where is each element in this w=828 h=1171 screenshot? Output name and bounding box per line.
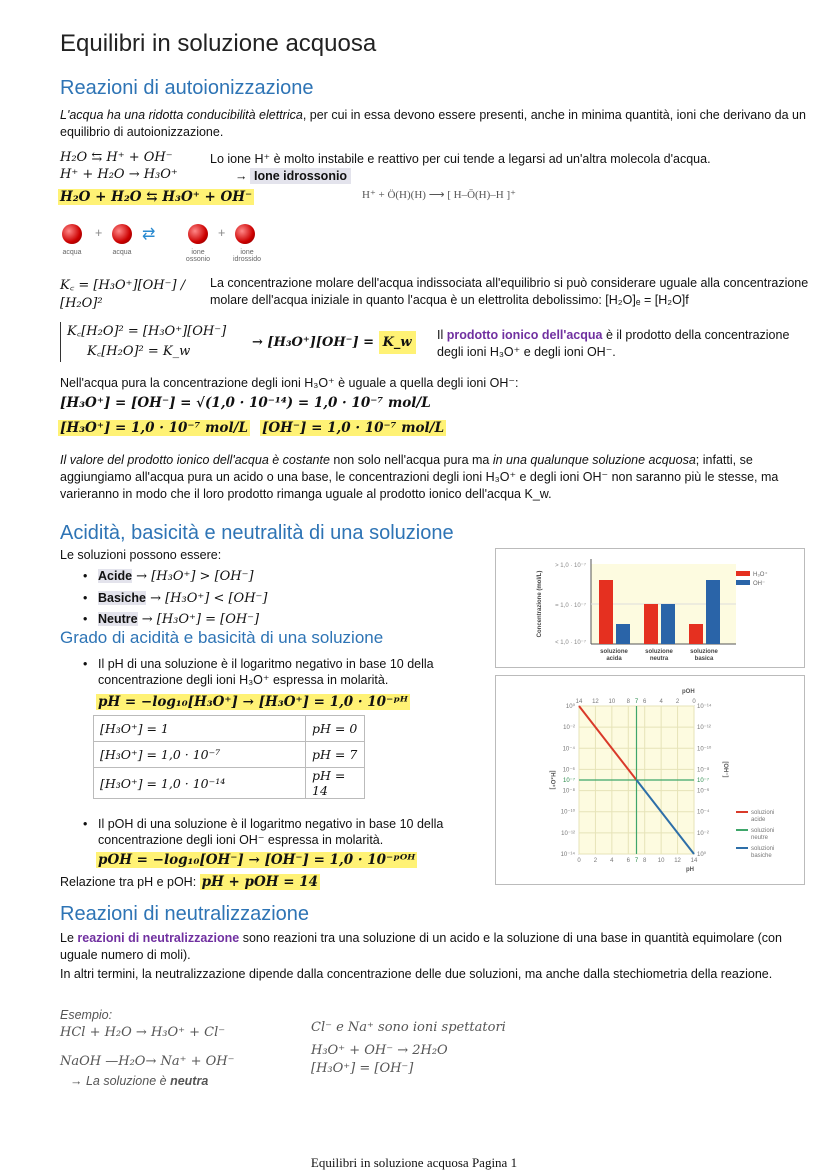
x2-tick-label: 4 — [659, 699, 663, 705]
molecules-illustration — [60, 222, 270, 270]
list-item-neutre: • Neutre → [H₃O⁺] = [OH⁻] — [98, 612, 259, 627]
plus-icon: + — [95, 226, 103, 240]
x-tick-label: 6 — [626, 858, 630, 864]
x-tick-label: neutra — [649, 656, 669, 662]
bar-OH⁻ — [661, 604, 675, 644]
legend-label: soluzioni — [751, 810, 775, 816]
arrow: → — [235, 169, 248, 183]
system-line-2: K꜀[H₂O]² = K_w — [87, 344, 191, 359]
x-tick-label: soluzione — [600, 649, 628, 655]
page-title: Equilibri in soluzione acquosa — [60, 30, 377, 57]
equation-3: H₂O + H₂O ⇆ H₃O⁺ + OH⁻ — [60, 189, 253, 205]
bar-OH⁻ — [616, 624, 630, 644]
neutralization-paragraph-1: Le reazioni di neutralizzazione sono reazioni tra una soluzione di un acido e la soluzione di una base in quantità equimolare (con uguale numero di moli). — [60, 931, 782, 962]
page-footer: Equilibri in soluzione acquosa Pagina 1 — [310, 1155, 518, 1170]
x-axis-label: pH — [686, 867, 694, 873]
legend-label: H₃O⁺ — [753, 572, 768, 578]
section-heading-autoionizzazione: Reazioni di autoionizzazione — [60, 77, 314, 99]
y-tick-label: 10⁻⁴ — [562, 746, 575, 753]
bar-OH⁻ — [706, 580, 720, 644]
concentration-values-row — [58, 420, 446, 436]
x-tick-label: 10 — [657, 858, 665, 864]
y2-tick-label: 10⁻⁶ — [697, 788, 710, 795]
concentration-bar-chart — [495, 548, 805, 668]
example-eq-2: NaOH —H₂O→ Na⁺ + OH⁻ — [60, 1054, 235, 1069]
y2-tick-label: 10⁻¹⁰ — [697, 746, 712, 753]
intro-rest: , per cui in essa devono essere presenti, anche in minima quantità, ioni che derivano da un equilibrio di autoionizzazione. — [60, 108, 806, 139]
y-axis-label: [H₃O⁺] — [549, 770, 555, 790]
x-tick-label: basica — [694, 656, 714, 662]
x2-tick-label: 8 — [626, 699, 630, 705]
poh-equation: pOH = −log₁₀[OH⁻] → [OH⁻] = 1,0 · 10⁻ᵖᴼᴴ — [98, 852, 416, 868]
y2-tick-label: 10⁰ — [697, 852, 707, 858]
intro-paragraph — [60, 107, 810, 141]
subheading-grado: Grado di acidità e basicità di una soluzione — [60, 628, 384, 647]
kc-equation: K꜀ = [H₃O⁺][OH⁻] / [H₂O]² — [60, 278, 186, 311]
legend-swatch — [736, 580, 750, 585]
pure-water-equation: [H₃O⁺] = [OH⁻] = √(1,0 · 10⁻¹⁴) = 1,0 · 10⁻⁷ mol/L — [60, 395, 431, 411]
hydronium-molecule-icon — [188, 224, 208, 244]
equilibrium-arrows-icon: ⇄ — [142, 226, 156, 243]
y2-tick-label: 10⁻⁴ — [697, 809, 710, 816]
kw-result — [252, 335, 416, 350]
note-h-ion: Lo ione H⁺ è molto instabile e reattivo per cui tende a legarsi ad un'altra molecola d'acqua. — [210, 152, 711, 166]
y-tick-label: 10⁰ — [565, 704, 575, 710]
x2-tick-label: 7 — [634, 699, 639, 705]
y-tick-label: 10⁻¹² — [561, 830, 575, 837]
x2-tick-label: 0 — [692, 699, 696, 705]
kw-result-eq: → [H₃O⁺][OH⁻] = — [252, 335, 379, 350]
neutralization-eq: H₃O⁺ + OH⁻ → 2H₂O — [311, 1043, 448, 1058]
legend-swatch — [736, 571, 750, 576]
kw-constant-paragraph: Il valore del prodotto ionico dell'acqua è costante non solo nell'acqua pura ma in una qualunque soluzione acquosa; infatti, se aggiungiamo all'acqua pura un acido o una base, le concentrazioni degli ioni H₃O⁺ e degli ioni OH⁻ non saranno più le stesse, ma varieranno in modo che il loro prodotto rimanga uguale al prodotto ionico dell'acqua K_w. — [60, 453, 779, 501]
bar-H₃O⁺ — [599, 580, 613, 644]
x-tick-label: soluzione — [645, 649, 673, 655]
water-molecule-icon — [112, 224, 132, 244]
x2-axis-label: pOH — [682, 689, 695, 695]
example-label: Esempio: — [60, 1008, 113, 1022]
label-acqua: acqua — [112, 249, 132, 256]
x2-tick-label: 6 — [643, 699, 647, 705]
x-tick-label: 7 — [634, 858, 639, 864]
example-conclusion: → La soluzione è neutra — [70, 1074, 209, 1088]
x-tick-label: 12 — [674, 858, 681, 864]
oh-value: [OH⁻] = 1,0 · 10⁻⁷ mol/L — [262, 420, 445, 436]
ph-poh-relation: Relazione tra pH e pOH: pH + pOH = 14 — [60, 874, 319, 890]
ph-definition: • Il pH di una soluzione è il logaritmo negativo in base 10 della concentrazione degli ioni H₃O⁺ espressa in molarità. — [98, 656, 483, 688]
y-tick-label: 10⁻⁷ — [562, 778, 575, 784]
y2-axis-label: [OH⁻] — [722, 761, 728, 778]
hydronium-structure-diagram: H⁺ + Ö(H)(H) ⟶ [ H–Ō(H)–H ]⁺ — [362, 189, 516, 201]
y-tick-label: 10⁻¹⁴ — [560, 852, 575, 858]
kw-system — [60, 322, 226, 362]
system-line-1: K꜀[H₂O]² = [H₃O⁺][OH⁻] — [67, 324, 227, 339]
label-ione-ossonio: ione ossonio — [185, 249, 211, 263]
legend-label: acide — [751, 817, 766, 823]
example-eq-1: HCl + H₂O → H₃O⁺ + Cl⁻ — [60, 1025, 226, 1040]
poh-definition: • Il pOH di una soluzione è il logaritmo negativo in base 10 della concentrazione degli ioni OH⁻ espressa in molarità. — [98, 816, 483, 848]
x-tick-label: 8 — [643, 858, 647, 864]
equal-concentration-eq: [H₃O⁺] = [OH⁻] — [311, 1061, 414, 1076]
term-reazioni-neutralizzazione: reazioni di neutralizzazione — [77, 931, 240, 945]
list-item-acide: • Acide → [H₃O⁺] > [OH⁻] — [98, 569, 254, 584]
kc-note: La concentrazione molare dell'acqua indissociata all'equilibrio si può considerare uguale alla concentrazione molare dell'acqua iniziale in quanto l'acqua è un elettrolita debolissimo: [H₂O]ₑ = [H₂O]f — [210, 276, 809, 307]
legend-label: basiche — [751, 853, 772, 859]
y-tick-label: 10⁻⁸ — [562, 788, 575, 795]
water-molecule-icon — [62, 224, 82, 244]
kw-note: Il prodotto ionico dell'acqua è il prodotto della concentrazione degli ioni H₃O⁺ e degli ioni OH⁻. — [437, 328, 790, 359]
y2-tick-label: 10⁻² — [697, 830, 709, 837]
y-tick-label: 10⁻² — [563, 725, 575, 732]
pure-water-text: Nell'acqua pura la concentrazione degli ioni H₃O⁺ è uguale a quella degli ioni OH⁻: — [60, 376, 519, 390]
label-acqua: acqua — [62, 249, 82, 256]
y2-tick-label: 10⁻¹⁴ — [697, 704, 712, 710]
spectator-ions-note: Cl⁻ e Na⁺ sono ioni spettatori — [311, 1020, 506, 1035]
y-tick-label: > 1,0 · 10⁻⁷ — [555, 563, 586, 569]
y2-tick-label: 10⁻⁸ — [697, 767, 710, 774]
legend-label: OH⁻ — [753, 581, 766, 587]
equation-1: H₂O ⇆ H⁺ + OH⁻ — [60, 150, 173, 165]
y-tick-label: = 1,0 · 10⁻⁷ — [555, 603, 586, 609]
x-tick-label: acida — [606, 656, 622, 662]
ph-table — [93, 715, 365, 799]
list-item-basiche: • Basiche → [H₃O⁺] < [OH⁻] — [98, 591, 267, 606]
relation-equation: pH + pOH = 14 — [201, 874, 319, 890]
table-row: [H₃O⁺] = 1,0 · 10⁻⁷ pH = 7 — [94, 742, 365, 768]
legend-label: neutre — [751, 835, 769, 841]
term-prodotto-ionico: prodotto ionico dell'acqua — [446, 328, 603, 342]
solutions-intro: Le soluzioni possono essere: — [60, 548, 222, 562]
y-tick-label: < 1,0 · 10⁻⁷ — [555, 639, 586, 646]
hydroxide-molecule-icon — [235, 224, 255, 244]
x2-tick-label: 2 — [675, 699, 680, 705]
section-heading-acidita: Acidità, basicità e neutralità di una soluzione — [60, 522, 454, 544]
x2-tick-label: 14 — [575, 699, 583, 705]
y-tick-label: 10⁻¹⁰ — [560, 809, 575, 816]
bar-H₃O⁺ — [644, 604, 658, 644]
table-row: [H₃O⁺] = 1 pH = 0 — [94, 716, 365, 742]
y2-tick-label: 10⁻⁷ — [697, 778, 710, 784]
neutralization-paragraph-2: In altri termini, la neutralizzazione dipende dalla concentrazione delle due soluzioni, ma anche dalla stechiometria della reazione. — [60, 967, 773, 981]
ione-idrossonio-label: Ione idrossonio — [250, 168, 351, 184]
x-tick-label: 4 — [610, 858, 614, 864]
x-tick-label: soluzione — [690, 649, 718, 655]
bar-H₃O⁺ — [689, 624, 703, 644]
kw-highlight: K_w — [379, 331, 416, 354]
x-tick-label: 2 — [593, 858, 598, 864]
legend-label: soluzioni — [751, 846, 775, 852]
equation-2: H⁺ + H₂O → H₃O⁺ — [60, 167, 178, 182]
legend-label: soluzioni — [751, 828, 775, 834]
x-tick-label: 14 — [690, 858, 698, 864]
ph-line-chart — [495, 675, 805, 885]
x-tick-label: 0 — [577, 858, 581, 864]
section-heading-neutralizzazione: Reazioni di neutralizzazione — [60, 903, 310, 925]
plus-icon: + — [218, 226, 226, 240]
x2-tick-label: 12 — [592, 699, 599, 705]
intro-italic: L'acqua ha una ridotta conducibilità elettrica — [60, 108, 303, 122]
h3o-value: [H₃O⁺] = 1,0 · 10⁻⁷ mol/L — [60, 420, 248, 436]
y-tick-label: 10⁻⁶ — [562, 767, 575, 774]
table-row: [H₃O⁺] = 1,0 · 10⁻¹⁴ pH = 14 — [94, 768, 365, 799]
ph-equation: pH = −log₁₀[H₃O⁺] → [H₃O⁺] = 1,0 · 10⁻ᵖᴴ — [98, 694, 408, 710]
label-ione-idrossido: ione idrossido — [232, 249, 261, 263]
y-axis-label: Concentrazione (mol/L) — [537, 570, 543, 638]
x2-tick-label: 10 — [608, 699, 616, 705]
y2-tick-label: 10⁻¹² — [697, 725, 711, 732]
